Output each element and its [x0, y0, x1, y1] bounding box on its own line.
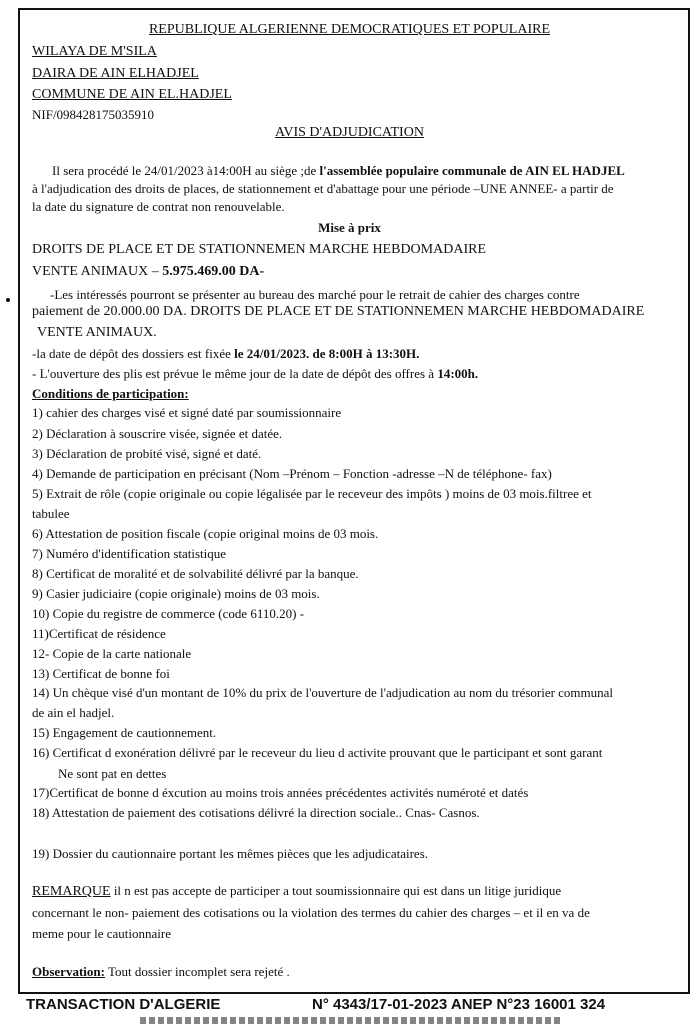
observation-line: Observation: Tout dossier incomplet sera rejeté . — [32, 964, 290, 979]
condition-item: de ain el hadjel. — [32, 705, 115, 720]
condition-item: 11)Certificat de résidence — [32, 626, 166, 641]
opening-line: - L'ouverture des plis est prévue le même jour de la date de dépôt des offres à 14:00h. — [32, 366, 479, 381]
intro-line-1: Il sera procédé le 24/01/2023 à14:00H au siège ;de l'assemblée populaire communale de AIN EL HADJEL — [52, 163, 625, 178]
intro-line-3: la date du signature de contrat non renouvelable. — [32, 199, 285, 214]
republic-heading: REPUBLIQUE ALGERIENNE DEMOCRATIQUES ET POPULAIRE — [148, 22, 551, 37]
condition-item: 14) Un chèque visé d'un montant de 10% du prix de l'ouverture de l'adjudication au nom du trésorier communal — [32, 685, 614, 700]
condition-item: 15) Engagement de cautionnement. — [32, 725, 217, 740]
condition-item: 8) Certificat de moralité et de solvabilité délivré par la banque. — [32, 566, 359, 581]
lot-line-2: VENTE ANIMAUX – 5.975.469.00 DA- — [32, 264, 265, 279]
deposit-line: -la date de dépôt des dossiers est fixée le 24/01/2023. de 8:00H à 13:30H. — [32, 346, 420, 361]
footer-reference: N° 4343/17-01-2023 ANEP N°23 16001 324 — [312, 996, 606, 1013]
footer-source: TRANSACTION D'ALGERIE — [26, 996, 221, 1013]
condition-item: 4) Demande de participation en précisant (Nom –Prénom – Fonction -adresse –N de téléphone- fax) — [32, 466, 552, 481]
condition-item: 19) Dossier du cautionnaire portant les mêmes pièces que les adjudicataires. — [32, 846, 429, 861]
cropped-text-strip — [140, 1017, 560, 1024]
wilaya-line: WILAYA DE M'SILA — [32, 44, 157, 59]
remarque-label: REMARQUE — [32, 884, 111, 899]
condition-item: 16) Certificat d exonération délivré par le receveur du lieu d activite prouvant que le participant et sont garant — [32, 745, 603, 760]
condition-item: 12- Copie de la carte nationale — [32, 646, 192, 661]
intro-line-2: à l'adjudication des droits de places, de stationnement et d'abattage pour une période –UNE ANNEE- a partir de — [32, 181, 614, 196]
conditions-heading: Conditions de participation: — [32, 386, 189, 401]
condition-item: 7) Numéro d'identification statistique — [32, 546, 227, 561]
observation-label: Observation: — [32, 964, 105, 979]
remarque-line-1: REMARQUE il n est pas accepte de participer a tout soumissionnaire qui est dans un litige juridique — [32, 883, 562, 899]
withdraw-line-3: VENTE ANIMAUX. — [37, 325, 157, 340]
condition-item: 10) Copie du registre de commerce (code 6110.20) - — [32, 606, 305, 621]
condition-item: 18) Attestation de paiement des cotisations délivré la direction sociale.. Cnas- Casnos. — [32, 805, 480, 820]
condition-item: 2) Déclaration à souscrire visée, signée et datée. — [32, 426, 283, 441]
remarque-line-2: concernant le non- paiement des cotisations ou la violation des termes du cahier des charges – et il en va de — [32, 905, 590, 920]
condition-item: 1) cahier des charges visé et signé daté par soumissionnaire — [32, 405, 342, 420]
condition-item: 17)Certificat de bonne d éxcution au moins trois années précédentes activités numéroté et datés — [32, 785, 529, 800]
condition-item: 5) Extrait de rôle (copie originale ou copie légalisée par le receveur des impôts ) moins de 03 mois.filtree et — [32, 486, 592, 501]
condition-item: 6) Attestation de position fiscale (copie original moins de 03 mois. — [32, 526, 379, 541]
condition-item: 13) Certificat de bonne foi — [32, 666, 170, 681]
notice-title: AVIS D'ADJUDICATION — [275, 125, 424, 140]
condition-item: tabulee — [32, 506, 70, 521]
condition-item: 9) Casier judiciaire (copie originale) moins de 03 mois. — [32, 586, 320, 601]
condition-item: Ne sont pat en dettes — [58, 766, 167, 781]
commune-line: COMMUNE DE AIN EL.HADJEL — [32, 87, 232, 102]
condition-item: 3) Déclaration de probité visé, signé et daté. — [32, 446, 262, 461]
lot-line-1: DROITS DE PLACE ET DE STATIONNEMEN MARCHE HEBDOMADAIRE — [32, 242, 487, 257]
nif-line: NIF/098428175035910 — [32, 107, 155, 122]
withdraw-line-2: paiement de 20.000.00 DA. DROITS DE PLACE ET DE STATIONNEMEN MARCHE HEBDOMADAIRE — [32, 304, 645, 319]
margin-dot — [6, 298, 10, 302]
remarque-line-3: meme pour le cautionnaire — [32, 926, 171, 941]
daira-line: DAIRA DE AIN ELHADJEL — [32, 66, 199, 81]
mise-a-prix-heading: Mise à prix — [318, 220, 381, 235]
withdraw-line-1: -Les intéressés pourront se présenter au bureau des marché pour le retrait de cahier des charges contre — [50, 287, 580, 302]
